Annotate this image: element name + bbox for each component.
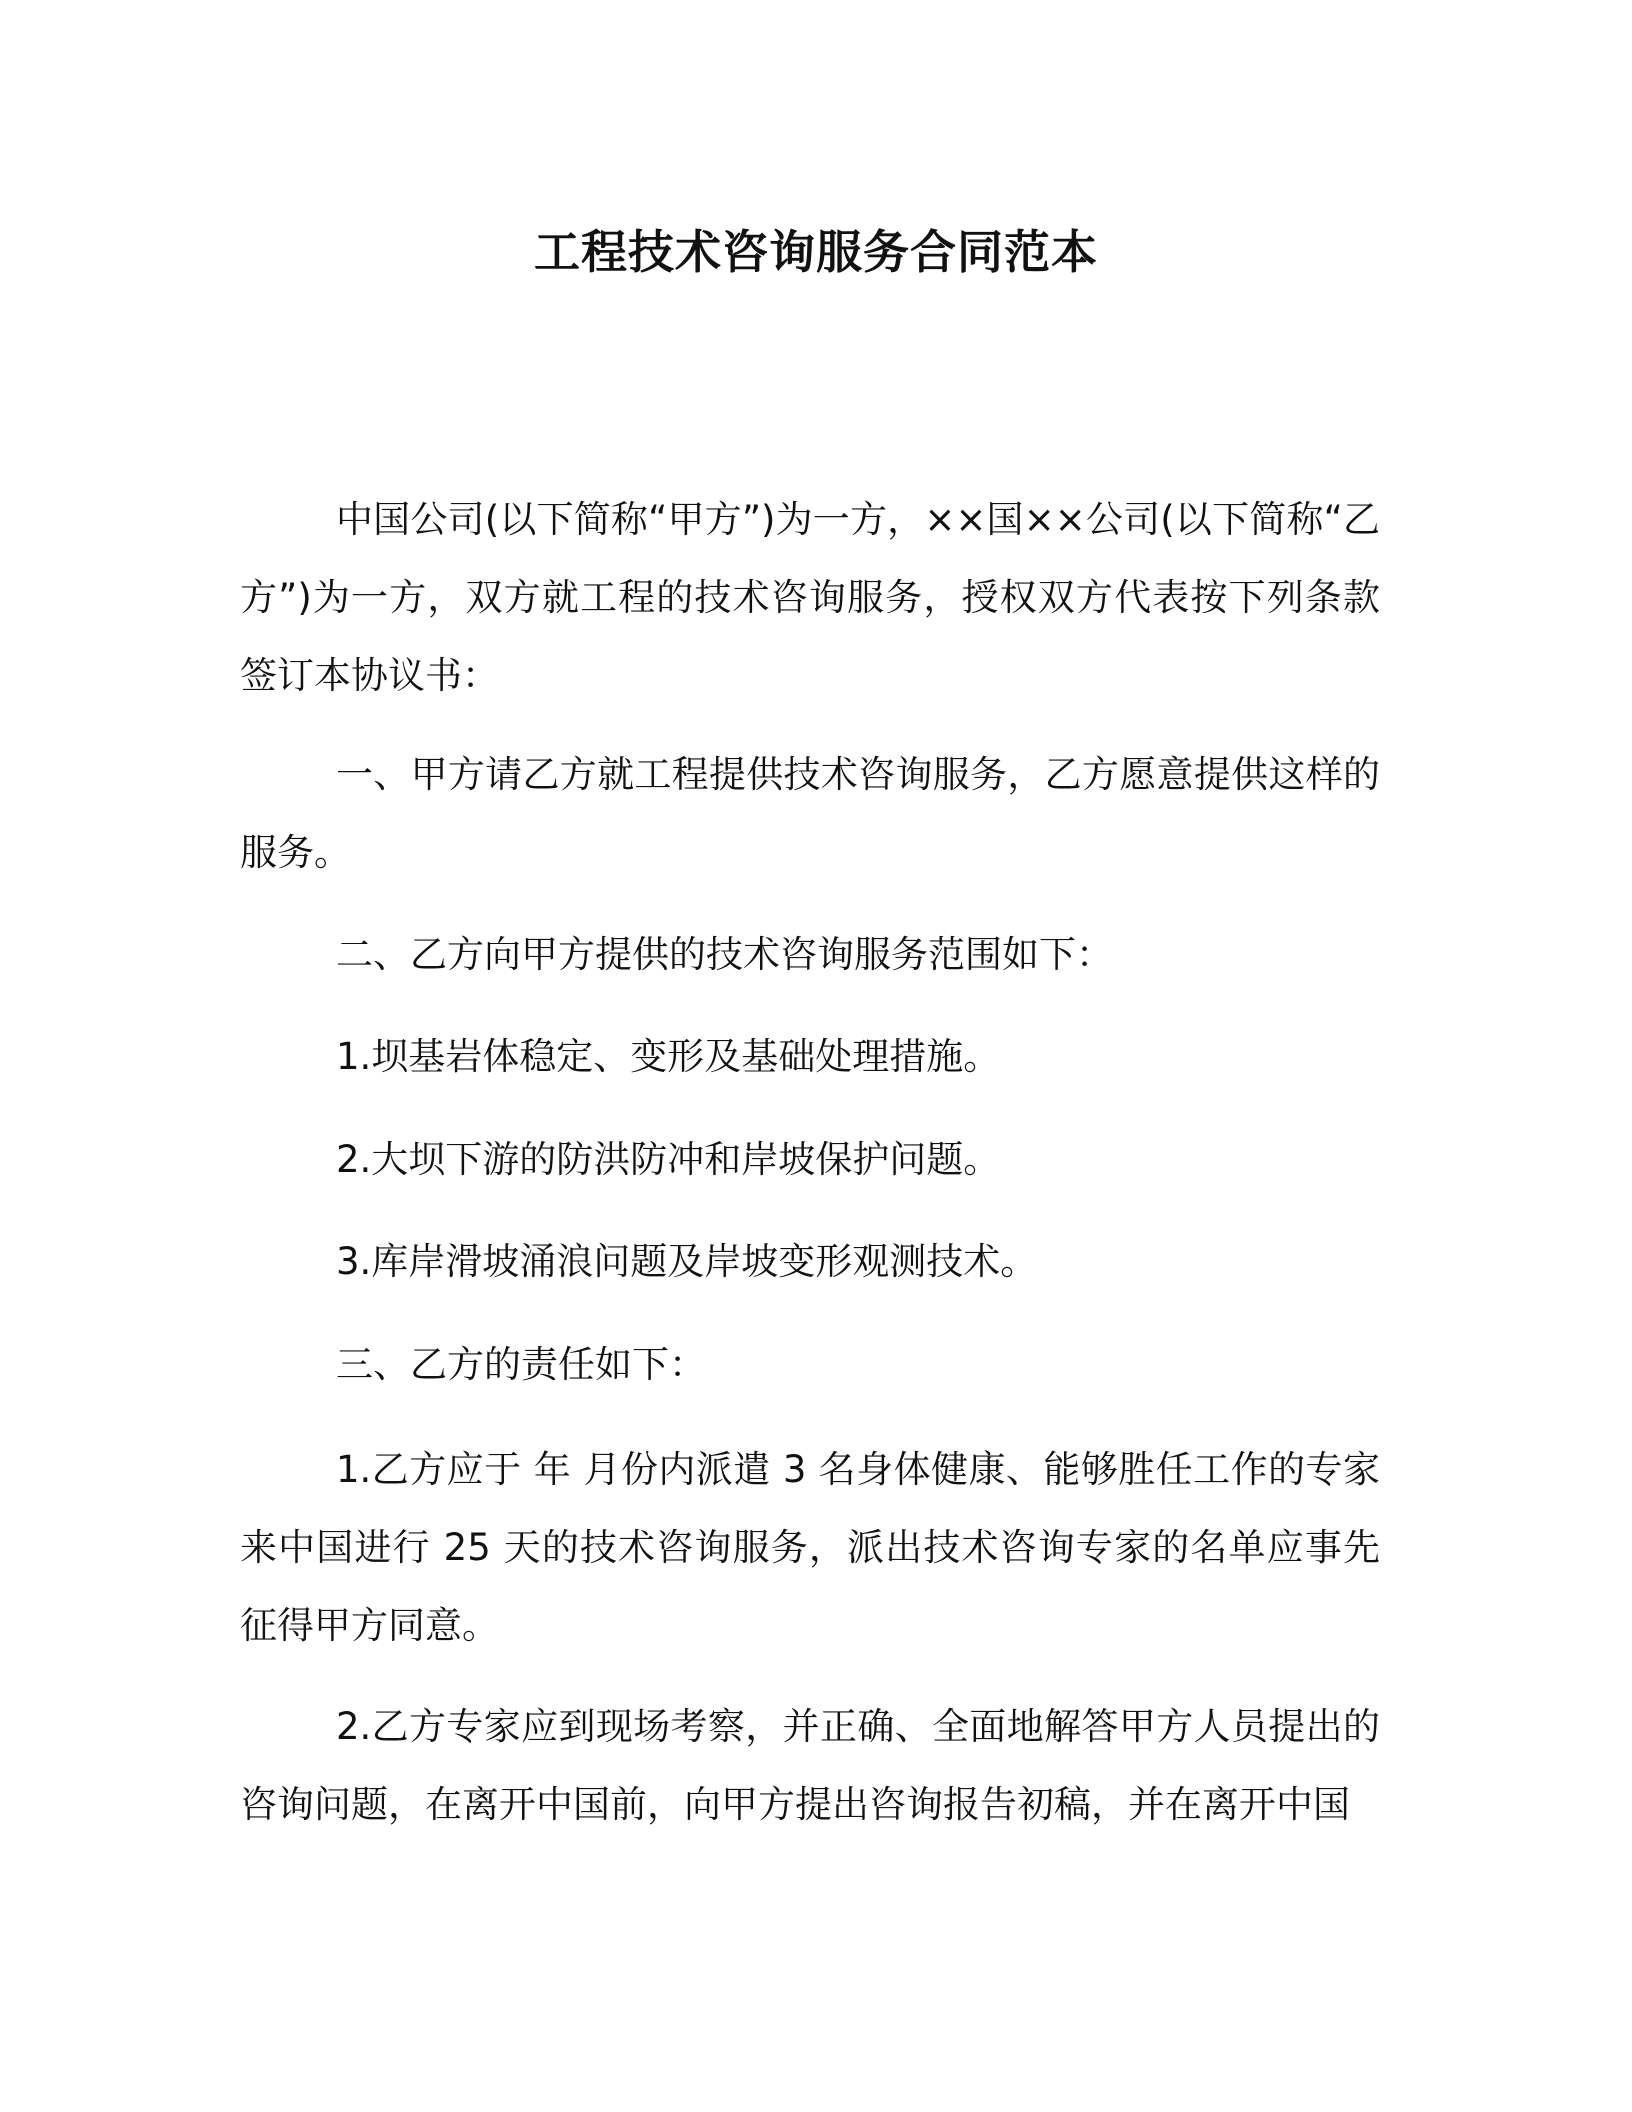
paragraph-text: 1.坝基岩体稳定、变形及基础处理措施。 (336, 1035, 1001, 1078)
list-item-duty-1 (240, 1431, 1380, 1665)
paragraph-text: 1.乙方应于 年 月份内派遣 3 名身体健康、能够胜任工作的专家来中国进行 25 天的技术咨询服务，派出技术咨询专家的名单应事先征得甲方同意。 (240, 1448, 1380, 1647)
paragraph-preamble (240, 481, 1380, 715)
paragraph-text: 中国公司(以下简称“甲方”)为一方，××国××公司(以下简称“乙方”)为一方，双方就工程的技术咨询服务，授权双方代表按下列条款签订本协议书： (240, 498, 1380, 697)
paragraph-text: 2.大坝下游的防洪防冲和岸坡保护问题。 (336, 1138, 1001, 1181)
list-item-scope-3 (240, 1223, 1380, 1301)
document-title: 工程技术咨询服务合同范本 (534, 225, 1098, 279)
paragraph-text: 3.库岸滑坡涌浪问题及岸坡变形观测技术。 (336, 1240, 1038, 1283)
paragraph-clause-2 (240, 916, 1380, 994)
list-item-scope-2 (240, 1121, 1380, 1199)
paragraph-text: 一、甲方请乙方就工程提供技术咨询服务，乙方愿意提供这样的服务。 (240, 753, 1380, 874)
list-item-duty-2 (240, 1688, 1380, 1844)
paragraph-text: 2.乙方专家应到现场考察，并正确、全面地解答甲方人员提出的咨询问题，在离开中国前，向甲方提出咨询报告初稿，并在离开中国 (240, 1705, 1380, 1826)
paragraph-text: 二、乙方向甲方提供的技术咨询服务范围如下： (336, 933, 1113, 976)
paragraph-clause-3 (240, 1326, 1380, 1404)
paragraph-clause-1 (240, 736, 1380, 892)
paragraph-text: 三、乙方的责任如下： (336, 1343, 706, 1386)
list-item-scope-1 (240, 1018, 1380, 1096)
